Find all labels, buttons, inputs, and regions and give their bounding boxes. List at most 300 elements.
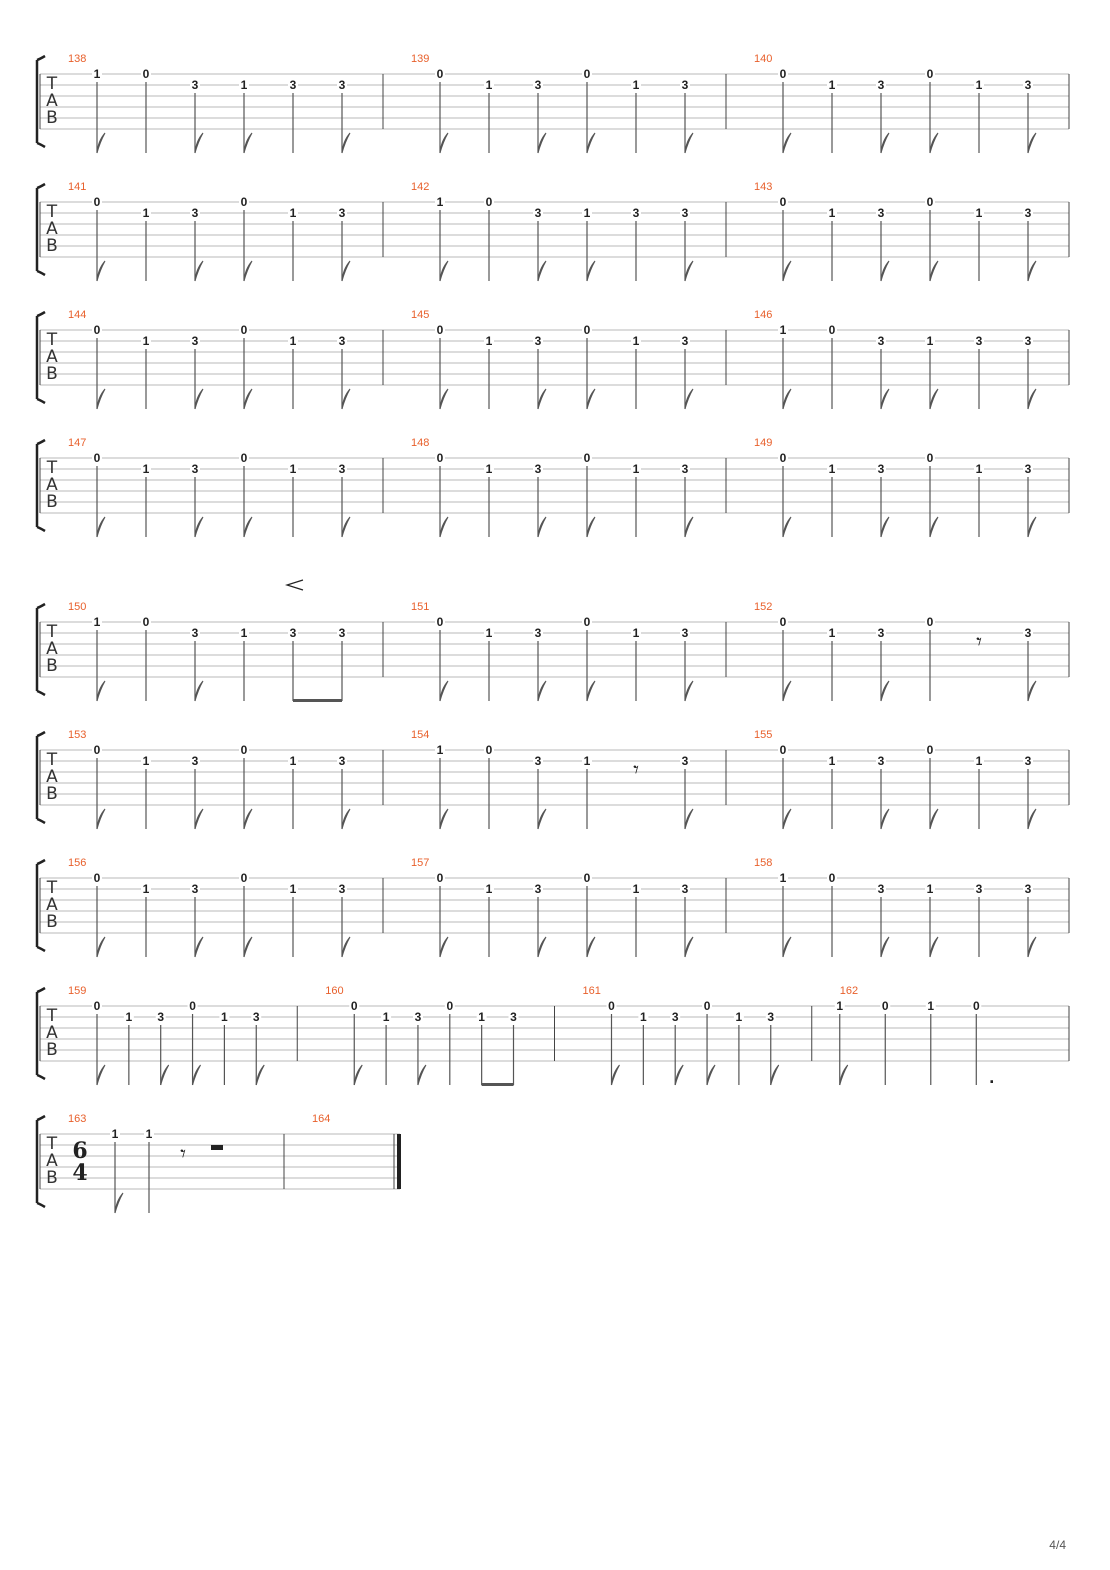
- eighth-flag: [195, 517, 203, 537]
- fret-number: 3: [975, 334, 983, 348]
- fret-number: 1: [828, 754, 836, 768]
- eighth-flag: [244, 809, 252, 829]
- measure-number: 159: [68, 985, 87, 997]
- eighth-flag: [930, 809, 938, 829]
- eighth-flag: [930, 133, 938, 153]
- fret-number: 1: [485, 334, 493, 348]
- fret-number: 1: [142, 206, 150, 220]
- eighth-flag: [685, 681, 693, 701]
- staff-system: [37, 437, 1069, 537]
- fret-number: 1: [975, 206, 983, 220]
- measure: [754, 729, 1069, 829]
- final-barline-thick: [397, 1134, 401, 1189]
- measure-number: 155: [754, 729, 773, 741]
- measure: [754, 53, 1069, 153]
- fret-number: 3: [671, 1010, 679, 1024]
- duration-dot: .: [989, 1067, 995, 1087]
- eighth-flag: [587, 389, 595, 409]
- eighth-flag: [930, 517, 938, 537]
- staff-system: [37, 985, 1069, 1087]
- system-bracket: [37, 56, 45, 147]
- eighth-flag: [840, 1065, 848, 1085]
- fret-number: 3: [191, 882, 199, 896]
- fret-number: 3: [877, 206, 885, 220]
- time-signature-bottom: 4: [72, 1160, 88, 1186]
- fret-number: 0: [583, 323, 591, 337]
- measure-number: 148: [411, 437, 430, 449]
- eighth-flag: [244, 517, 252, 537]
- tab-clef-b: B: [46, 236, 58, 256]
- fret-number: 1: [240, 78, 248, 92]
- eighth-flag: [771, 1065, 779, 1085]
- fret-number: 1: [289, 462, 297, 476]
- fret-number: 1: [436, 743, 444, 757]
- note-beam: [482, 1083, 514, 1086]
- fret-number: 3: [534, 462, 542, 476]
- eighth-flag: [161, 1065, 169, 1085]
- system-bracket: [37, 1116, 45, 1207]
- fret-number: 0: [189, 999, 196, 1013]
- eighth-flag: [440, 681, 448, 701]
- eighth-flag: [342, 937, 350, 957]
- fret-number: 1: [289, 882, 297, 896]
- fret-number: 3: [338, 754, 346, 768]
- tab-clef-t: T: [46, 878, 58, 898]
- fret-number: 3: [877, 626, 885, 640]
- measure-number: 145: [411, 309, 430, 321]
- eighth-flag: [244, 389, 252, 409]
- fret-number: 0: [926, 743, 934, 757]
- page-current: 4: [1049, 1538, 1056, 1552]
- eighth-rest: 𝄾: [633, 758, 639, 783]
- fret-number: 1: [926, 882, 934, 896]
- fret-number: 1: [485, 626, 493, 640]
- eighth-flag: [538, 389, 546, 409]
- fret-number: 3: [414, 1010, 422, 1024]
- measure-number: 164: [312, 1113, 331, 1125]
- tab-clef-t: T: [46, 1134, 58, 1154]
- measure: [411, 181, 726, 281]
- measure-number: 161: [582, 985, 601, 997]
- measure: [411, 601, 726, 701]
- fret-number: 1: [111, 1127, 119, 1141]
- fret-number: 0: [436, 67, 444, 81]
- measure: [68, 309, 383, 409]
- eighth-flag: [440, 133, 448, 153]
- eighth-flag: [881, 261, 889, 281]
- fret-number: 3: [877, 462, 885, 476]
- measure: [754, 857, 1069, 957]
- eighth-flag: [97, 517, 105, 537]
- fret-number: 3: [191, 626, 199, 640]
- eighth-flag: [195, 937, 203, 957]
- fret-number: 3: [191, 206, 199, 220]
- fret-number: 0: [446, 999, 454, 1013]
- fret-number: 1: [289, 206, 297, 220]
- eighth-flag: [538, 517, 546, 537]
- eighth-flag: [783, 133, 791, 153]
- staff-system: [37, 309, 1069, 409]
- measure-number: 151: [411, 601, 430, 613]
- fret-number: 3: [338, 462, 346, 476]
- fret-number: 0: [142, 67, 150, 81]
- tab-clef-a: A: [46, 1151, 58, 1171]
- measure-number: 160: [325, 985, 344, 997]
- page-total: 4: [1059, 1538, 1066, 1552]
- fret-number: 0: [93, 195, 101, 209]
- measure: [411, 309, 726, 409]
- measure-number: 156: [68, 857, 87, 869]
- measure: [754, 309, 1069, 409]
- fret-number: 0: [240, 323, 248, 337]
- eighth-flag: [587, 937, 595, 957]
- fret-number: 0: [828, 323, 836, 337]
- eighth-flag: [587, 517, 595, 537]
- fret-number: 0: [779, 451, 787, 465]
- fret-number: 3: [191, 462, 199, 476]
- fret-number: 1: [478, 1010, 485, 1024]
- eighth-flag: [342, 389, 350, 409]
- system-bracket: [37, 440, 45, 531]
- measure-number: 152: [754, 601, 773, 613]
- fret-number: 0: [436, 451, 444, 465]
- measure-number: 140: [754, 53, 773, 65]
- eighth-flag: [244, 261, 252, 281]
- fret-number: 3: [681, 462, 689, 476]
- tab-clef-a: A: [46, 347, 58, 367]
- eighth-flag: [342, 517, 350, 537]
- fret-number: 1: [485, 78, 493, 92]
- fret-number: 1: [975, 754, 983, 768]
- measure-number: 146: [754, 309, 773, 321]
- fret-number: 3: [877, 754, 885, 768]
- fret-number: 0: [240, 451, 248, 465]
- fret-number: 1: [142, 334, 150, 348]
- eighth-flag: [97, 681, 105, 701]
- eighth-flag: [930, 261, 938, 281]
- measure: [325, 985, 554, 1086]
- fret-number: 3: [1024, 334, 1032, 348]
- fret-number: 1: [836, 999, 844, 1013]
- eighth-flag: [342, 261, 350, 281]
- eighth-flag: [1028, 261, 1036, 281]
- fret-number: 3: [289, 78, 297, 92]
- eighth-flag: [97, 389, 105, 409]
- fret-number: 1: [142, 882, 150, 896]
- staff-system: [37, 580, 1069, 702]
- fret-number: 0: [583, 871, 591, 885]
- fret-number: 3: [338, 626, 346, 640]
- measure-number: 139: [411, 53, 430, 65]
- tab-clef-b: B: [46, 656, 58, 676]
- fret-number: 1: [927, 999, 935, 1013]
- fret-number: 0: [93, 451, 101, 465]
- fret-number: 0: [240, 195, 248, 209]
- tab-clef-t: T: [46, 330, 58, 350]
- eighth-flag: [1028, 517, 1036, 537]
- system-bracket: [37, 732, 45, 823]
- eighth-flag: [115, 1193, 123, 1213]
- eighth-flag: [97, 261, 105, 281]
- measure: [68, 857, 383, 957]
- fret-number: 3: [681, 882, 689, 896]
- eighth-flag: [1028, 681, 1036, 701]
- fret-number: 0: [926, 615, 934, 629]
- measure-number: 150: [68, 601, 87, 613]
- tab-clef-t: T: [46, 750, 58, 770]
- fret-number: 0: [436, 615, 444, 629]
- fret-number: 0: [926, 451, 934, 465]
- eighth-flag: [685, 389, 693, 409]
- fret-number: 1: [145, 1127, 153, 1141]
- eighth-flag: [342, 809, 350, 829]
- eighth-flag: [244, 133, 252, 153]
- fret-number: 0: [436, 871, 444, 885]
- staff-system: [37, 53, 1069, 153]
- fret-number: 3: [191, 78, 199, 92]
- fret-number: 1: [125, 1010, 133, 1024]
- tab-clef-a: A: [46, 1023, 58, 1043]
- system-bracket: [37, 184, 45, 275]
- fret-number: 1: [583, 754, 591, 768]
- fret-number: 1: [583, 206, 591, 220]
- measure-number: 158: [754, 857, 773, 869]
- fret-number: 1: [632, 626, 640, 640]
- fret-number: 3: [1024, 462, 1032, 476]
- fret-number: 3: [338, 78, 346, 92]
- measure-number: 157: [411, 857, 430, 869]
- fret-number: 3: [338, 206, 346, 220]
- fret-number: 0: [972, 999, 980, 1013]
- fret-number: 0: [485, 195, 493, 209]
- eighth-flag: [193, 1065, 201, 1085]
- fret-number: 0: [583, 67, 591, 81]
- measure-number: 144: [68, 309, 87, 321]
- fret-number: 0: [583, 615, 591, 629]
- fret-number: 1: [828, 206, 836, 220]
- fret-number: 3: [767, 1010, 775, 1024]
- tab-clef-b: B: [46, 912, 58, 932]
- tab-clef-b: B: [46, 1040, 58, 1060]
- fret-number: 1: [289, 754, 297, 768]
- measure: [68, 985, 297, 1085]
- eighth-flag: [881, 389, 889, 409]
- tab-clef-a: A: [46, 475, 58, 495]
- staff-system: [37, 729, 1069, 829]
- eighth-flag: [930, 389, 938, 409]
- measure: [754, 437, 1069, 537]
- measure-number: 163: [68, 1113, 87, 1125]
- fret-number: 1: [632, 462, 640, 476]
- fret-number: 3: [1024, 206, 1032, 220]
- eighth-flag: [783, 389, 791, 409]
- measure: [68, 437, 383, 537]
- eighth-flag: [612, 1065, 620, 1085]
- eighth-flag: [97, 809, 105, 829]
- staff-system: [37, 181, 1069, 281]
- tab-clef-t: T: [46, 622, 58, 642]
- time-signature-top: 6: [72, 1138, 88, 1164]
- tab-clef-b: B: [46, 1168, 58, 1188]
- measure-number: 143: [754, 181, 773, 193]
- measure: [754, 601, 1069, 701]
- system-bracket: [37, 988, 45, 1079]
- fret-number: 1: [975, 462, 983, 476]
- fret-number: 1: [93, 67, 101, 81]
- fret-number: 1: [142, 462, 150, 476]
- eighth-flag: [685, 261, 693, 281]
- fret-number: 1: [828, 462, 836, 476]
- eighth-flag: [587, 133, 595, 153]
- fret-number: 3: [534, 78, 542, 92]
- fret-number: 0: [828, 871, 836, 885]
- eighth-flag: [881, 133, 889, 153]
- eighth-flag: [418, 1065, 426, 1085]
- fret-number: 3: [534, 882, 542, 896]
- page-number: [1049, 1538, 1066, 1552]
- measure: [68, 729, 383, 829]
- eighth-flag: [881, 937, 889, 957]
- fret-number: 1: [632, 334, 640, 348]
- fret-number: 0: [779, 743, 787, 757]
- half-rest: [211, 1145, 223, 1150]
- measure-number: 153: [68, 729, 87, 741]
- measure: [835, 985, 1069, 1087]
- fret-number: 1: [485, 882, 493, 896]
- fret-number: 0: [926, 195, 934, 209]
- fret-number: 3: [681, 78, 689, 92]
- eighth-flag: [538, 681, 546, 701]
- fret-number: 0: [93, 999, 101, 1013]
- measure: [411, 857, 726, 957]
- eighth-flag: [1028, 809, 1036, 829]
- fret-number: 1: [926, 334, 934, 348]
- eighth-flag: [440, 809, 448, 829]
- measure: [68, 580, 383, 702]
- measure-number: 147: [68, 437, 87, 449]
- fret-number: 0: [350, 999, 358, 1013]
- fret-number: 1: [779, 871, 787, 885]
- crescendo-mark: [287, 580, 303, 590]
- fret-number: 3: [534, 626, 542, 640]
- measure: [411, 53, 726, 153]
- fret-number: 3: [975, 882, 983, 896]
- fret-number: 1: [828, 78, 836, 92]
- measure-number: 142: [411, 181, 430, 193]
- eighth-flag: [587, 261, 595, 281]
- eighth-flag: [195, 261, 203, 281]
- measure: [583, 985, 812, 1085]
- eighth-flag: [881, 809, 889, 829]
- measure-number: 154: [411, 729, 430, 741]
- eighth-flag: [440, 261, 448, 281]
- fret-number: 1: [632, 78, 640, 92]
- fret-number: 3: [510, 1010, 517, 1024]
- tab-clef-a: A: [46, 767, 58, 787]
- fret-number: 3: [534, 754, 542, 768]
- measure: [754, 181, 1069, 281]
- eighth-flag: [1028, 133, 1036, 153]
- measure-number: 141: [68, 181, 87, 193]
- eighth-rest: 𝄾: [180, 1142, 186, 1167]
- fret-number: 0: [926, 67, 934, 81]
- fret-number: 3: [338, 334, 346, 348]
- eighth-flag: [342, 133, 350, 153]
- fret-number: 3: [681, 626, 689, 640]
- staff-system: [37, 857, 1069, 957]
- eighth-flag: [675, 1065, 683, 1085]
- eighth-flag: [538, 133, 546, 153]
- note-beam: [293, 699, 342, 702]
- tab-clef-b: B: [46, 364, 58, 384]
- eighth-flag: [685, 937, 693, 957]
- fret-number: 3: [191, 754, 199, 768]
- fret-number: 0: [779, 195, 787, 209]
- fret-number: 0: [93, 871, 101, 885]
- staff-system: [37, 1113, 401, 1213]
- eighth-flag: [440, 389, 448, 409]
- fret-number: 1: [289, 334, 297, 348]
- eighth-flag: [440, 937, 448, 957]
- fret-number: 1: [221, 1010, 228, 1024]
- tab-clef-a: A: [46, 219, 58, 239]
- measure: [411, 729, 726, 829]
- fret-number: 3: [681, 334, 689, 348]
- tab-clef-t: T: [46, 458, 58, 478]
- fret-number: 0: [240, 743, 248, 757]
- eighth-flag: [685, 809, 693, 829]
- fret-number: 3: [632, 206, 640, 220]
- fret-number: 1: [485, 462, 493, 476]
- system-bracket: [37, 860, 45, 951]
- eighth-flag: [538, 937, 546, 957]
- fret-number: 1: [240, 626, 248, 640]
- tab-clef-b: B: [46, 492, 58, 512]
- measure-number: 162: [839, 985, 859, 997]
- tab-clef-a: A: [46, 895, 58, 915]
- eighth-flag: [195, 681, 203, 701]
- fret-number: 3: [534, 206, 542, 220]
- measure-number: 138: [68, 53, 87, 65]
- eighth-flag: [881, 517, 889, 537]
- fret-number: 3: [877, 78, 885, 92]
- fret-number: 1: [779, 323, 787, 337]
- eighth-flag: [195, 809, 203, 829]
- eighth-flag: [97, 133, 105, 153]
- fret-number: 1: [640, 1010, 647, 1024]
- tab-clef-b: B: [46, 784, 58, 804]
- fret-number: 1: [382, 1010, 390, 1024]
- eighth-flag: [783, 681, 791, 701]
- page-separator: /: [1055, 1538, 1060, 1552]
- fret-number: 3: [338, 882, 346, 896]
- eighth-flag: [538, 261, 546, 281]
- fret-number: 3: [1024, 626, 1032, 640]
- tab-clef-t: T: [46, 1006, 58, 1026]
- tab-clef-t: T: [46, 202, 58, 222]
- fret-number: 0: [142, 615, 150, 629]
- measure: [68, 181, 383, 281]
- fret-number: 3: [1024, 78, 1032, 92]
- tab-clef-t: T: [46, 74, 58, 94]
- fret-number: 1: [632, 882, 640, 896]
- eighth-flag: [97, 1065, 105, 1085]
- fret-number: 3: [191, 334, 199, 348]
- fret-number: 1: [828, 626, 836, 640]
- fret-number: 0: [583, 451, 591, 465]
- fret-number: 0: [93, 743, 101, 757]
- measure: [68, 53, 383, 153]
